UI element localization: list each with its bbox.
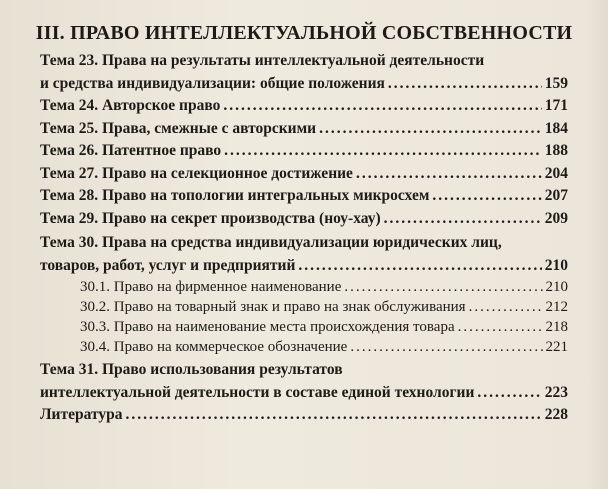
toc-entry-title: Тема 27. Право на селекционное достижение xyxy=(40,164,353,182)
dot-leader xyxy=(224,140,542,163)
toc-subentry-title: 30.3. Право на наименование места происхождения товара xyxy=(80,319,455,335)
toc-entry-title: Тема 25. Права, смежные с авторскими xyxy=(40,119,317,137)
page-number: 159 xyxy=(544,74,568,92)
toc-entry-25[interactable] xyxy=(40,118,568,141)
toc-subentry-30-3[interactable] xyxy=(40,317,568,337)
page-number: 228 xyxy=(544,406,568,423)
toc-entry-26[interactable] xyxy=(40,140,568,163)
page-number: 210 xyxy=(544,256,568,274)
dot-leader xyxy=(344,277,542,297)
dot-leader xyxy=(384,208,542,231)
dot-leader xyxy=(458,317,543,337)
page-number: 212 xyxy=(545,299,568,315)
page-number: 184 xyxy=(544,119,568,137)
toc-entry-title: Тема 24. Авторское право xyxy=(40,97,221,114)
toc-entry-23[interactable] xyxy=(40,73,568,96)
toc-entry-28[interactable] xyxy=(40,185,568,208)
toc-subentry-title: 30.2. Право на товарный знак и право на знак обслуживания xyxy=(80,299,466,315)
toc-entry-title: Тема 26. Патентное право xyxy=(40,142,222,159)
dot-leader xyxy=(223,95,541,118)
page-shadow xyxy=(586,0,608,489)
page-number: 171 xyxy=(544,97,568,114)
page-number: 207 xyxy=(544,187,568,204)
toc-entry-29[interactable] xyxy=(40,208,568,231)
toc-entry-23-line1: Тема 23. Права на результаты интеллектуальной деятельности xyxy=(40,52,485,69)
toc-entry-title: интеллектуальной деятельности в составе единой технологии xyxy=(40,383,475,401)
page-number: 188 xyxy=(544,142,568,159)
toc-entry-title: товаров, работ, услуг и предприятий xyxy=(40,256,296,274)
section-title: III. ПРАВО ИНТЕЛЛЕКТУАЛЬНОЙ СОБСТВЕННОСТИ xyxy=(35,22,573,44)
toc-subentry-title: 30.4. Право на коммерческое обозначение xyxy=(80,339,348,355)
toc-entry-title: Тема 28. Право на топологии интегральных микросхем xyxy=(40,187,430,204)
toc-entry-title: Тема 29. Право на секрет производства (ноу-хау) xyxy=(40,209,381,227)
dot-leader xyxy=(469,297,543,317)
toc-subentry-title: 30.1. Право на фирменное наименование xyxy=(80,279,342,295)
page-number: 221 xyxy=(545,339,568,355)
toc-entry-literature[interactable] xyxy=(40,404,568,427)
dot-leader xyxy=(477,382,541,405)
toc-entry-30[interactable] xyxy=(40,255,568,278)
dot-leader xyxy=(125,404,541,427)
toc-entry-24[interactable] xyxy=(40,95,568,118)
toc-entry-30-line1: Тема 30. Права на средства индивидуализации юридических лиц, xyxy=(40,234,502,251)
table-of-contents xyxy=(40,50,568,427)
dot-leader xyxy=(388,73,542,96)
dot-leader xyxy=(298,255,541,278)
dot-leader xyxy=(356,163,542,186)
toc-entry-title: Литература xyxy=(40,406,123,423)
page-number: 204 xyxy=(544,164,568,182)
toc-entry-31[interactable] xyxy=(40,382,568,405)
toc-entry-27[interactable] xyxy=(40,163,568,186)
dot-leader xyxy=(319,118,542,141)
toc-entry-31-line1: Тема 31. Право использования результатов xyxy=(40,361,343,378)
page-number: 223 xyxy=(544,383,568,401)
page-number: 210 xyxy=(545,279,568,295)
toc-entry-title: и средства индивидуализации: общие положения xyxy=(40,74,385,92)
toc-subentry-30-2[interactable] xyxy=(40,297,568,317)
toc-subentry-30-4[interactable] xyxy=(40,337,568,357)
page-number: 209 xyxy=(544,209,568,227)
dot-leader xyxy=(432,185,541,208)
dot-leader xyxy=(350,337,542,357)
page-number: 218 xyxy=(545,319,568,335)
toc-subentry-30-1[interactable] xyxy=(40,277,568,297)
